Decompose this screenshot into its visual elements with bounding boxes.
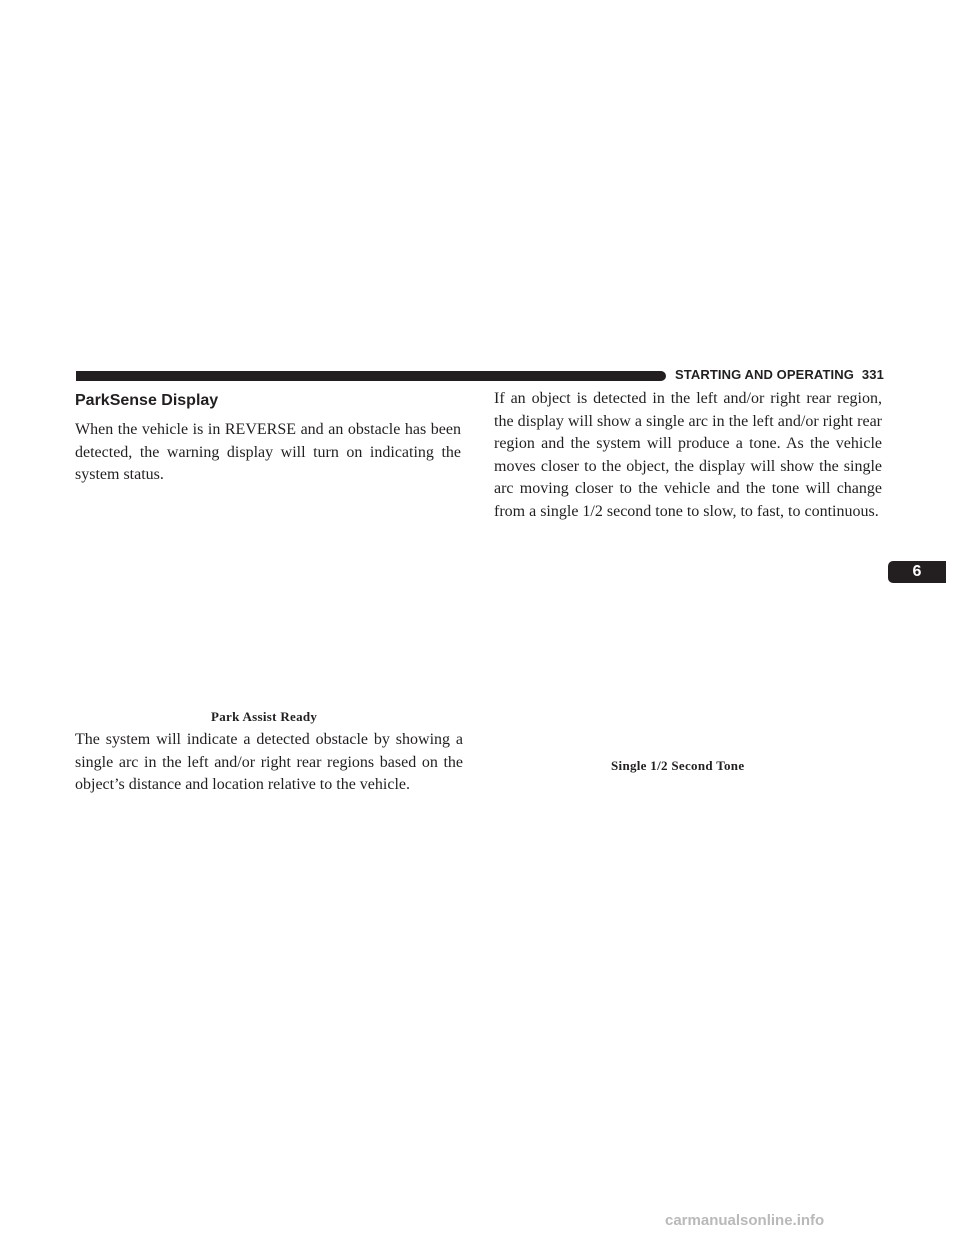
site-watermark: carmanualsonline.info bbox=[665, 1212, 825, 1229]
running-head bbox=[675, 367, 884, 382]
object-detected-paragraph: If an object is detected in the left and/or right rear region, the display will show a single arc in the left and/or right rear region and the system will produce a tone. As the vehicle moves closer to the object, the display will show the single arc moving closer to the vehicle and the tone will change from a single 1/2 second tone to slow, to fast, to continuous. bbox=[494, 390, 882, 520]
intro-paragraph: When the vehicle is in REVERSE and an obstacle has been detected, the warning display will turn on indicating the system status. bbox=[75, 421, 461, 483]
single-tone-caption: Single 1/2 Second Tone bbox=[611, 758, 745, 773]
single-tone-figure bbox=[494, 560, 882, 752]
page-number: 331 bbox=[861, 367, 884, 382]
section-name: STARTING AND OPERATING bbox=[675, 367, 854, 382]
park-assist-ready-caption: Park Assist Ready bbox=[211, 709, 318, 724]
section-title: ParkSense Display bbox=[75, 392, 219, 409]
park-assist-ready-figure bbox=[75, 495, 461, 703]
header-rule bbox=[76, 371, 666, 381]
chapter-tab: 6 bbox=[888, 561, 946, 583]
obstacle-paragraph: The system will indicate a detected obstacle by showing a single arc in the left and/or right rear regions based on the object’s distance and location relative to the vehicle. bbox=[75, 731, 463, 793]
